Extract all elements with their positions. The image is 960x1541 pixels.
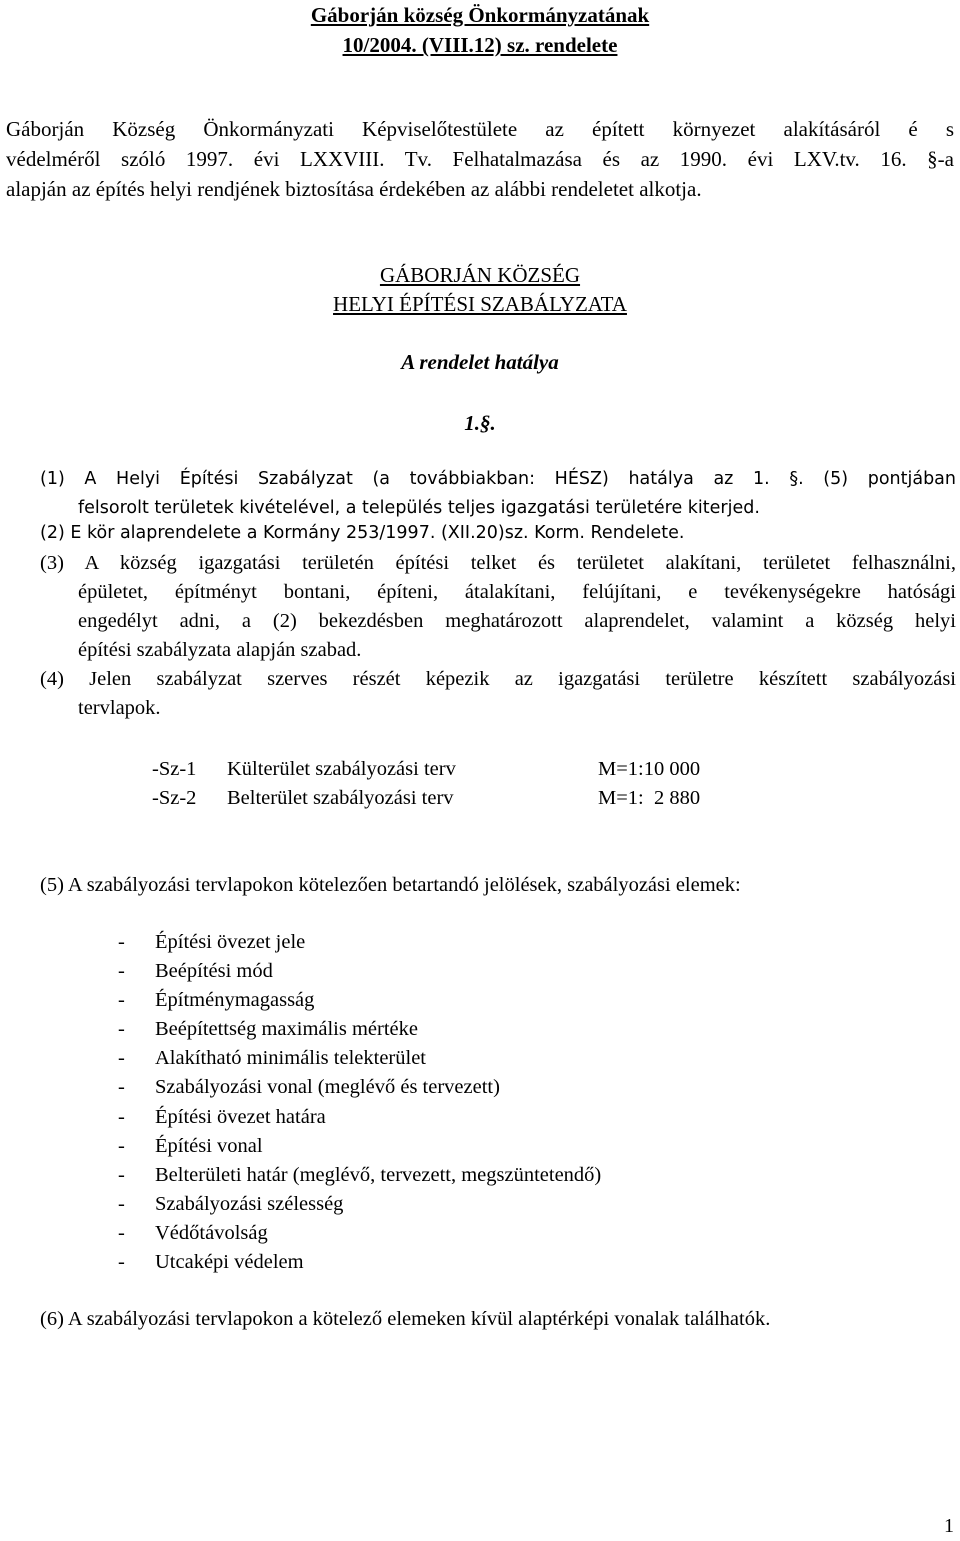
list-dash: - [118, 931, 125, 953]
list-item-text: Építési övezet jele [155, 931, 306, 953]
list-dash: - [118, 989, 125, 1012]
paragraph-line: építési szabályzata alapján szabad. [78, 639, 362, 661]
list-dash: - [118, 1105, 125, 1128]
list-item-text: Védőtávolság [155, 1221, 268, 1244]
paragraph-line: (2) E kör alaprendelete a Kormány 253/1997. (XII.20)sz. Korm. Rendelete. [40, 523, 685, 543]
plan-name: Belterület szabályozási terv [227, 787, 454, 809]
list-dash: - [118, 1163, 125, 1186]
paragraph-5: (5) A szabályozási tervlapokon kötelezően betartandó jelölések, szabályozási elemek: [40, 874, 741, 896]
paragraph-4 [40, 665, 956, 723]
paragraph-line: felsorolt területek kivételével, a település teljes igazgatási területére kiterjed. [78, 498, 760, 518]
plan-row [152, 784, 752, 813]
document-title-line1: Gáborján község Önkormányzatának [310, 3, 650, 27]
list-item-text: Építési övezet határa [155, 1105, 326, 1128]
preamble [6, 114, 954, 204]
regulation-heading-line1: GÁBORJÁN KÖZSÉG [379, 263, 581, 287]
list-item-text: Szabályozási szélesség [155, 1192, 344, 1215]
list-dash: - [118, 1076, 125, 1099]
plan-row [152, 755, 752, 784]
paragraph-line: (1) A Helyi Építési Szabályzat (a továbbiakban: HÉSZ) hatálya az 1. §. (5) pontjában [40, 469, 956, 489]
list-dash: - [118, 1018, 125, 1041]
list-item-text: Beépítési mód [155, 960, 273, 983]
list-item-text: Építménymagasság [155, 989, 315, 1012]
preamble-line: alapján az építés helyi rendjének biztosítása érdekében az alábbi rendeletet alkotja. [6, 177, 702, 201]
list-item-text: Alakítható minimális telekterület [155, 1047, 426, 1070]
list-item-text: Építési vonal [155, 1134, 263, 1157]
list-item-text: Szabályozási vonal (meglévő és tervezett) [155, 1076, 500, 1099]
list-dash: - [118, 1192, 125, 1215]
plan-scale: M=1:10 000 [598, 758, 701, 780]
paragraph-3 [40, 549, 956, 665]
paragraph-1 [40, 465, 956, 523]
paragraph-line: tervlapok. [78, 697, 161, 719]
paragraph-line: épületet, építményt bontani, építeni, átalakítani, felújítani, e tevékenységekre hatósági [78, 581, 956, 603]
list-item-text: Belterületi határ (meglévő, tervezett, megszüntetendő) [155, 1163, 602, 1186]
document-title-line2: 10/2004. (VIII.12) sz. rendelete [342, 33, 618, 57]
list-item-text: Utcaképi védelem [155, 1251, 304, 1274]
paragraph-line: (3) A község igazgatási területén építési telket és területet alakítani, területet felhasználni, [40, 552, 956, 574]
list-dash: - [118, 1047, 125, 1070]
preamble-line: védelméről szóló 1997. évi LXXVIII. Tv. Felhatalmazása és az 1990. évi LXV.tv. 16. §-a [6, 147, 954, 171]
plan-name: Külterület szabályozási terv [227, 758, 456, 780]
list-dash: - [118, 1221, 125, 1244]
list-dash: - [118, 960, 125, 983]
list-dash: - [118, 1251, 125, 1274]
plan-code: -Sz-1 [152, 758, 197, 780]
preamble-line: Gáborján Község Önkormányzati Képviselőtestülete az épített környezet alakításáról é s [6, 117, 954, 141]
list-dash: - [118, 1134, 125, 1157]
paragraph-6: (6) A szabályozási tervlapokon a kötelező elemeken kívül alaptérképi vonalak találhatók. [40, 1308, 771, 1330]
plan-list [152, 755, 752, 813]
page-number: 1 [944, 1515, 954, 1537]
section-number: 1.§. [464, 411, 496, 435]
paragraph-line: (4) Jelen szabályzat szerves részét képezik az igazgatási területre készített szabályozási [40, 668, 956, 690]
regulation-heading-line2: HELYI ÉPÍTÉSI SZABÁLYZATA [333, 292, 627, 316]
section-subtitle: A rendelet hatálya [401, 350, 559, 374]
plan-scale: M=1: 2 880 [598, 787, 701, 809]
paragraph-line: engedélyt adni, a (2) bekezdésben meghatározott alaprendelet, valamint a község helyi [78, 610, 956, 632]
list-item-text: Beépítettség maximális mértéke [155, 1018, 418, 1041]
paragraph-2 [40, 519, 956, 548]
plan-code: -Sz-2 [152, 787, 197, 809]
